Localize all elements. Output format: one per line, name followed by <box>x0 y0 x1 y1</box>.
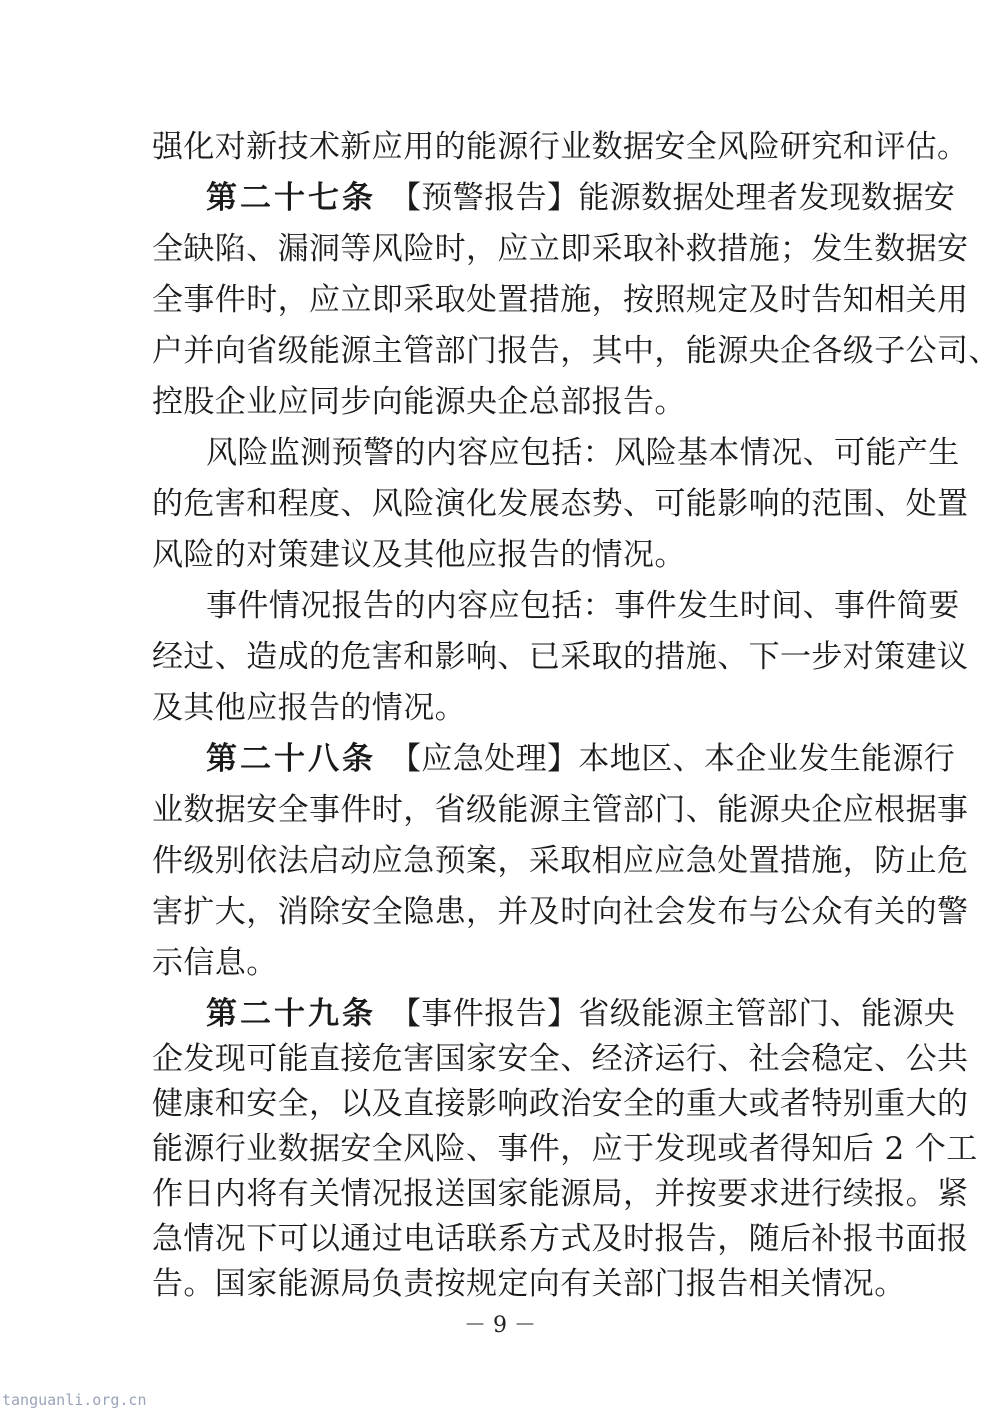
text-line: 全事件时，应立即采取处置措施，按照规定及时告知相关用 <box>152 282 969 318</box>
text-line: 业数据安全事件时，省级能源主管部门、能源央企应根据事 <box>152 792 969 828</box>
page-number: － 9 － <box>464 1313 536 1338</box>
article-number: 第二十八条 <box>206 741 376 777</box>
text-line: 的危害和程度、风险演化发展态势、可能影响的范围、处置 <box>152 486 969 522</box>
text-line: 及其他应报告的情况。 <box>152 690 466 726</box>
text-line: 风险监测预警的内容应包括：风险基本情况、可能产生 <box>206 435 960 471</box>
article-28-text: 【应急处理】本地区、本企业发生能源行 <box>390 741 956 777</box>
watermark-text: tanguanli.org.cn <box>2 1391 147 1409</box>
article-number: 第二十七条 <box>206 180 376 216</box>
article-29-text: 【事件报告】省级能源主管部门、能源央 <box>390 996 956 1032</box>
text-line: 事件情况报告的内容应包括：事件发生时间、事件简要 <box>206 588 960 624</box>
text-line: 件级别依法启动应急预案，采取相应应急处置措施，防止危 <box>152 843 969 879</box>
text-line: 急情况下可以通过电话联系方式及时报告，随后补报书面报 <box>152 1221 969 1257</box>
text-line: 全缺陷、漏洞等风险时，应立即采取补救措施；发生数据安 <box>152 231 969 267</box>
text-line: 企发现可能直接危害国家安全、经济运行、社会稳定、公共 <box>152 1041 969 1077</box>
text-line: 风险的对策建议及其他应报告的情况。 <box>152 537 686 573</box>
text-line: 能源行业数据安全风险、事件，应于发现或者得知后 2 个工 <box>152 1131 978 1167</box>
article-27-heading-line <box>206 178 956 218</box>
article-28-heading-line <box>206 739 956 779</box>
text-line: 告。国家能源局负责按规定向有关部门报告相关情况。 <box>152 1266 906 1302</box>
article-29-heading-line <box>206 994 956 1034</box>
text-line: 作日内将有关情况报送国家能源局，并按要求进行续报。紧 <box>152 1176 969 1212</box>
text-line: 经过、造成的危害和影响、已采取的措施、下一步对策建议 <box>152 639 969 675</box>
article-27-text: 【预警报告】能源数据处理者发现数据安 <box>390 180 956 216</box>
article-number: 第二十九条 <box>206 996 376 1032</box>
text-line: 户并向省级能源主管部门报告，其中，能源央企各级子公司、 <box>152 333 1000 369</box>
text-line: 强化对新技术新应用的能源行业数据安全风险研究和评估。 <box>152 129 969 165</box>
text-line: 害扩大，消除安全隐患，并及时向社会发布与公众有关的警 <box>152 894 969 930</box>
text-line: 控股企业应同步向能源央企总部报告。 <box>152 384 686 420</box>
text-line: 健康和安全，以及直接影响政治安全的重大或者特别重大的 <box>152 1086 969 1122</box>
text-line: 示信息。 <box>152 945 278 981</box>
